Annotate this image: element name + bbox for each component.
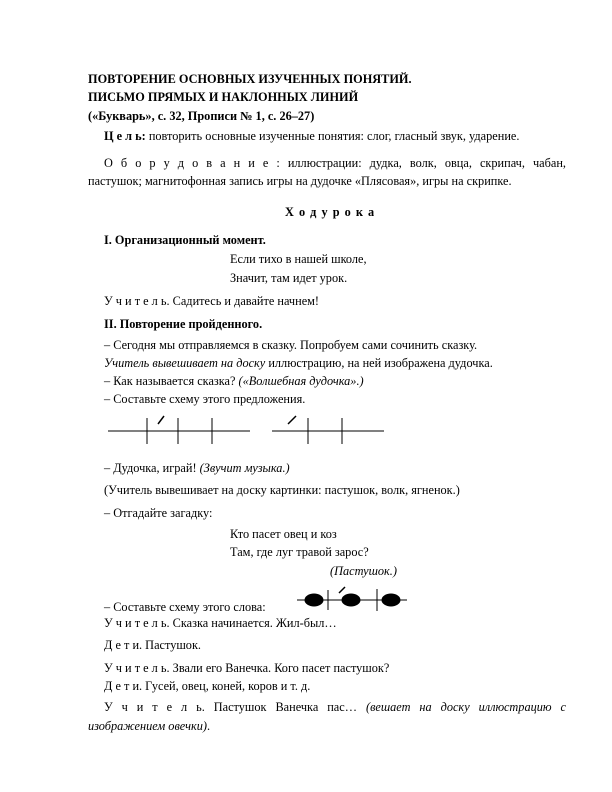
- dialog-text: Пастушок.: [142, 638, 202, 652]
- teacher-speaker: У ч и т е л ь.: [104, 294, 170, 308]
- dialog-speaker: Д е т и.: [104, 638, 143, 652]
- text-line-5-italic: (Звучит музыка.): [199, 461, 290, 475]
- final-line-2: [88, 719, 210, 734]
- word-scheme: [295, 585, 415, 615]
- riddle-line-1: Кто пасет овец и коз: [230, 527, 337, 541]
- dialog-text: Гусей, овец, коней, коров и т. д.: [142, 679, 311, 693]
- text-line-2-italic: Учитель вывешивает на доску: [104, 356, 266, 370]
- text-line-7: – Отгадайте загадку:: [104, 506, 213, 520]
- final-line-1: [104, 700, 566, 715]
- dialog-line: [104, 679, 310, 694]
- teacher-line-1: [104, 294, 319, 309]
- section-2-heading: II. Повторение пройденного.: [104, 317, 263, 331]
- text-line-3: [104, 374, 364, 389]
- dialog-speaker: Д е т и.: [104, 679, 143, 693]
- equipment-line-2: пастушок; магнитофонная запись игры на дудочке «Плясовая», игры на скрипке.: [88, 174, 512, 188]
- text-line-3-italic: («Волшебная дудочка».): [238, 374, 364, 388]
- riddle-line-2: Там, где луг травой зарос?: [230, 545, 369, 559]
- text-line-6: (Учитель вывешивает на доску картинки: пастушок, волк, ягненок.): [104, 483, 460, 497]
- equipment-label: О б о р у д о в а н и е :: [104, 156, 280, 170]
- text-line-4: – Составьте схему этого предложения.: [104, 392, 306, 406]
- dialog-speaker: У ч и т е л ь.: [104, 661, 170, 675]
- text-line-1: – Сегодня мы отправляемся в сказку. Попробуем сами сочинить сказку.: [104, 338, 478, 352]
- title-line-1: ПОВТОРЕНИЕ ОСНОВНЫХ ИЗУЧЕННЫХ ПОНЯТИЙ.: [88, 72, 412, 86]
- poem-line-1: Если тихо в нашей школе,: [230, 252, 367, 266]
- dialog-line: [104, 638, 201, 653]
- goals-line: [104, 129, 519, 144]
- text-line-8: – Составьте схему этого слова:: [104, 600, 266, 614]
- equipment-line-1: [104, 156, 566, 171]
- dialog-speaker: У ч и т е л ь.: [104, 616, 170, 630]
- final-italic-2: изображением овечки): [88, 719, 207, 733]
- lesson-heading: Х о д у р о к а: [285, 205, 376, 219]
- word-scheme-vowel-1: [305, 594, 323, 606]
- equipment-text-1: иллюстрации: дудка, волк, овца, скрипач, чабан,: [279, 156, 566, 170]
- riddle-answer: (Пастушок.): [330, 564, 397, 578]
- text-line-2-rest: иллюстрацию, на ней изображена дудочка.: [265, 356, 493, 370]
- dialog-text: Сказка начинается. Жил-был…: [169, 616, 337, 630]
- teacher-speech: Садитесь и давайте начнем!: [169, 294, 320, 308]
- text-line-5-plain: – Дудочка, играй!: [104, 461, 200, 475]
- goals-text: повторить основные изученные понятия: слог, гласный звук, ударение.: [145, 129, 520, 143]
- final-speaker: У ч и т е л ь.: [104, 700, 205, 714]
- text-line-2: [104, 356, 493, 371]
- word-scheme-vowel-3: [382, 594, 400, 606]
- word-scheme-vowel-2: [342, 594, 360, 606]
- title-line-2: ПИСЬМО ПРЯМЫХ И НАКЛОННЫХ ЛИНИЙ: [88, 90, 359, 104]
- text-line-3-plain: – Как называется сказка?: [104, 374, 239, 388]
- dialog-line: [104, 661, 389, 676]
- final-text: Пастушок Ванечка пас…: [204, 700, 366, 714]
- section-1-heading: I. Организационный момент.: [104, 233, 266, 247]
- dialog-line: [104, 616, 337, 631]
- text-line-5: [104, 461, 290, 476]
- final-end: .: [206, 719, 211, 733]
- poem-line-2: Значит, там идет урок.: [230, 271, 348, 285]
- scheme-word-2-stress: [288, 416, 296, 424]
- title-source: («Букварь», с. 32, Прописи № 1, с. 26–27): [88, 109, 315, 123]
- scheme-word-1-stress: [158, 416, 164, 424]
- sentence-scheme: [100, 408, 400, 448]
- final-italic-1: (вешает на доску иллюстрацию с: [365, 700, 566, 714]
- dialog-text: Звали его Ванечка. Кого пасет пастушок?: [169, 661, 390, 675]
- goals-label: Ц е л ь:: [104, 129, 146, 143]
- word-scheme-stress: [339, 587, 345, 593]
